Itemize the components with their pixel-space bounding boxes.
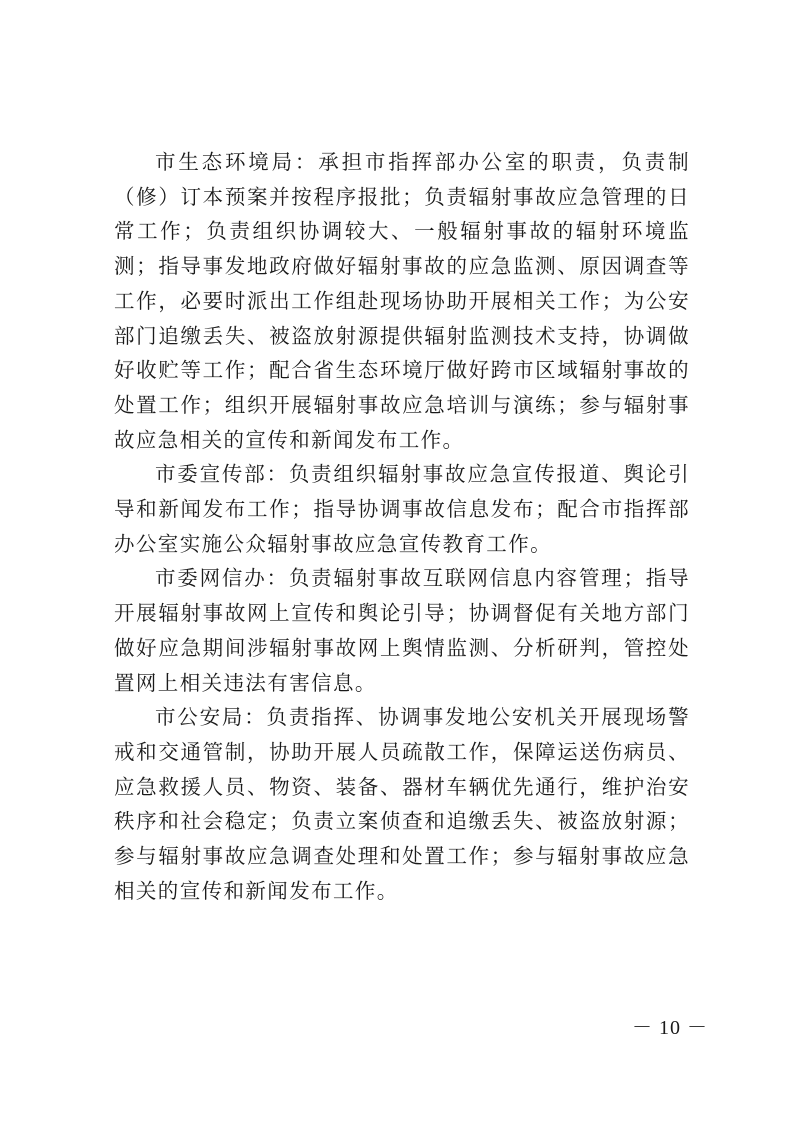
page-number: － 10 － [632,1017,708,1039]
paragraph-public-security-bureau: 市公安局：负责指挥、协调事发地公安机关开展现场警戒和交通管制，协助开展人员疏散工作，保障运送伤病员、应急救援人员、物资、装备、器材车辆优先通行，维护治安秩序和社会稳定；负责立案侦查和追缴丢失、被盗放射源；参与辐射事故应急调查处理和处置工作；参与辐射事故应急相关的宣传和新闻发布工作。 [114,705,690,903]
paragraph-publicity-department: 市委宣传部：负责组织辐射事故应急宣传报道、舆论引导和新闻发布工作；指导协调事故信息发布；配合市指挥部办公室实施公众辐射事故应急宣传教育工作。 [114,462,690,556]
document-body [114,145,690,908]
paragraph-environment-bureau: 市生态环境局：承担市指挥部办公室的职责，负责制（修）订本预案并按程序报批；负责辐射事故应急管理的日常工作；负责组织协调较大、一般辐射事故的辐射环境监测；指导事发地政府做好辐射事故的应急监测、原因调查等工作，必要时派出工作组赴现场协助开展相关工作；为公安部门追缴丢失、被盗放射源提供辐射监测技术支持，协调做好收贮等工作；配合省生态环境厅做好跨市区域辐射事故的处置工作；组织开展辐射事故应急培训与演练；参与辐射事故应急相关的宣传和新闻发布工作。 [114,150,690,452]
paragraph-cyberspace-office: 市委网信办：负责辐射事故互联网信息内容管理；指导开展辐射事故网上宣传和舆论引导；协调督促有关地方部门做好应急期间涉辐射事故网上舆情监测、分析研判，管控处置网上相关违法有害信息。 [114,566,690,695]
